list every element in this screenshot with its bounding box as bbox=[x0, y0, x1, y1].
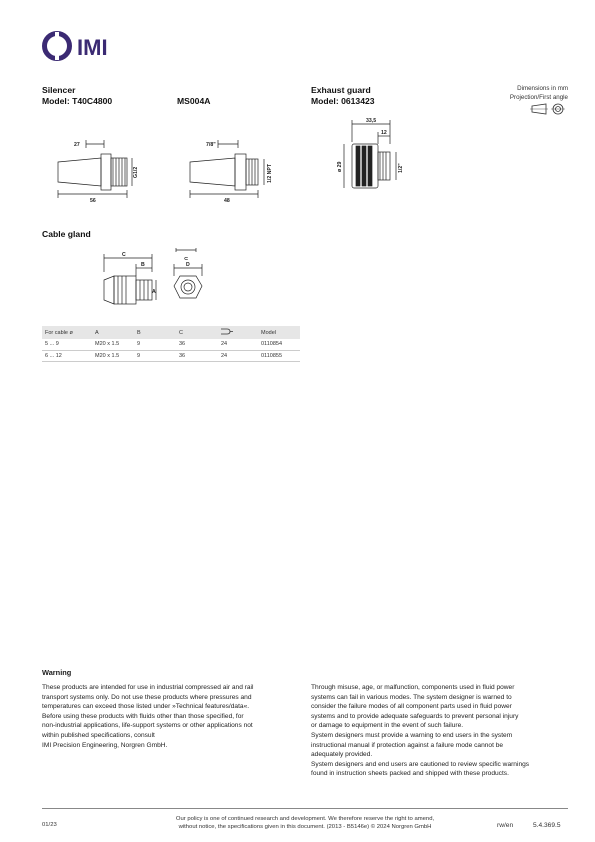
warning-line: temperatures can exceed those listed under »Technical features/data«. bbox=[42, 703, 250, 711]
table-cell: 36 bbox=[176, 339, 218, 350]
exhaust-thread-length: 12 bbox=[381, 130, 387, 136]
warning-line: non-industrial applications, life-support systems or other applications not bbox=[42, 722, 253, 730]
col-wrench bbox=[218, 326, 258, 339]
col-a: A bbox=[92, 326, 134, 339]
cable-gland-front-drawing bbox=[168, 246, 208, 308]
dim-a-label: A bbox=[152, 289, 156, 295]
silencer-model-2: MS004A bbox=[177, 96, 211, 106]
col-cable-diameter: For cable ø bbox=[42, 326, 92, 339]
silencer-title: Silencer bbox=[42, 85, 76, 95]
col-b: B bbox=[134, 326, 176, 339]
warning-line: within published specifications, consult bbox=[42, 731, 155, 739]
dimensions-note bbox=[470, 85, 568, 102]
wrench-icon: ⊂ bbox=[184, 256, 189, 262]
table-cell: 9 bbox=[134, 339, 176, 350]
table-header-row bbox=[42, 326, 300, 339]
warning-line: These products are intended for use in industrial compressed air and rail bbox=[42, 684, 254, 691]
warning-line: adequately provided. bbox=[311, 751, 373, 759]
table-row bbox=[42, 350, 300, 361]
imi-logo bbox=[42, 30, 122, 62]
footer-date: 01/23 bbox=[42, 822, 57, 828]
table-cell: 9 bbox=[134, 350, 176, 361]
exhaust-model: Model: 0613423 bbox=[311, 96, 375, 106]
table-cell: M20 x 1.5 bbox=[92, 339, 134, 350]
warning-line: System designers and end users are cautioned to review specific warnings bbox=[311, 760, 530, 768]
silencer-thread: G1/2 bbox=[133, 166, 139, 178]
silencer-length: 56 bbox=[90, 198, 96, 204]
exhaust-guard-drawing bbox=[330, 114, 420, 194]
warning-line: transport systems only. Do not use these products where pressures and bbox=[42, 693, 252, 701]
dim-c-label: C bbox=[122, 252, 126, 258]
exhaust-thread: 1/2" bbox=[398, 163, 404, 173]
footer-page-code: 5.4.369.5 bbox=[533, 822, 561, 829]
silencer-ms004a-drawing bbox=[188, 132, 283, 207]
table-cell: 24 bbox=[218, 339, 258, 350]
table-cell: 36 bbox=[176, 350, 218, 361]
footer-divider bbox=[42, 808, 568, 809]
warning-left-column bbox=[42, 683, 296, 750]
exhaust-diameter: ø 29 bbox=[337, 161, 343, 172]
warning-line: instructional manual if protection against a failure mode cannot be bbox=[311, 741, 504, 749]
table-cell: M20 x 1.5 bbox=[92, 350, 134, 361]
warning-right-column bbox=[311, 683, 571, 779]
dim-d-label: D bbox=[186, 262, 190, 268]
wrench-icon bbox=[221, 328, 233, 335]
warning-line: Before using these products with fluids other than those specified, for bbox=[42, 712, 244, 720]
ms004a-thread: 1/2 NPT bbox=[267, 163, 273, 183]
warning-title: Warning bbox=[42, 668, 72, 677]
table-cell: 5 ... 9 bbox=[42, 339, 92, 350]
col-model: Model bbox=[258, 326, 300, 339]
table-cell: 24 bbox=[218, 350, 258, 361]
exhaust-overall-length: 33,5 bbox=[366, 118, 377, 124]
footer-policy bbox=[150, 815, 460, 831]
col-c: C bbox=[176, 326, 218, 339]
warning-line: systems can fail in various modes. The system designer is warned to bbox=[311, 693, 512, 701]
warning-line: IMI Precision Engineering, Norgren GmbH. bbox=[42, 741, 168, 749]
footer-policy-line: without notice, the specifications given in this document. (2013 - B5146e) © 2024 Norgren GmbH bbox=[178, 824, 432, 830]
warning-line: found in instruction sheets packed and shipped with these products. bbox=[311, 770, 509, 778]
cable-gland-table bbox=[42, 326, 300, 362]
warning-line: or damage to equipment in the event of such failure. bbox=[311, 722, 464, 730]
silencer-drawing bbox=[56, 132, 146, 207]
table-cell: 6 ... 12 bbox=[42, 350, 92, 361]
projection-symbol-icon bbox=[530, 102, 568, 116]
exhaust-title: Exhaust guard bbox=[311, 85, 371, 95]
table-cell: 0110854 bbox=[258, 339, 300, 350]
dim-b-label: B bbox=[141, 262, 145, 268]
footer-policy-line: Our policy is one of continued research and development. We therefore reserve the right to amend, bbox=[175, 816, 435, 822]
table-row bbox=[42, 339, 300, 350]
ms004a-wrench-size: 7/8" bbox=[206, 142, 216, 148]
footer-language: rw/en bbox=[497, 822, 514, 829]
table-cell: 0110855 bbox=[258, 350, 300, 361]
warning-line: Through misuse, age, or malfunction, components used in fluid power bbox=[311, 684, 515, 691]
warning-line: systems and to provide adequate safeguards to prevent personal injury bbox=[311, 712, 519, 720]
silencer-wrench-size: 27 bbox=[74, 142, 80, 148]
svg-text:IMI: IMI bbox=[77, 35, 108, 60]
projection-note: Projection/First angle bbox=[509, 93, 568, 101]
cable-gland-title: Cable gland bbox=[42, 229, 91, 239]
ms004a-length: 48 bbox=[224, 198, 230, 204]
dimensions-unit: Dimensions in mm bbox=[517, 85, 568, 92]
silencer-model: Model: T40C4800 bbox=[42, 96, 113, 106]
warning-line: consider the failure modes of all component parts used in fluid power bbox=[311, 703, 512, 711]
warning-line: System designers must provide a warning to end users in the system bbox=[311, 731, 513, 739]
cable-gland-side-drawing bbox=[100, 246, 160, 308]
